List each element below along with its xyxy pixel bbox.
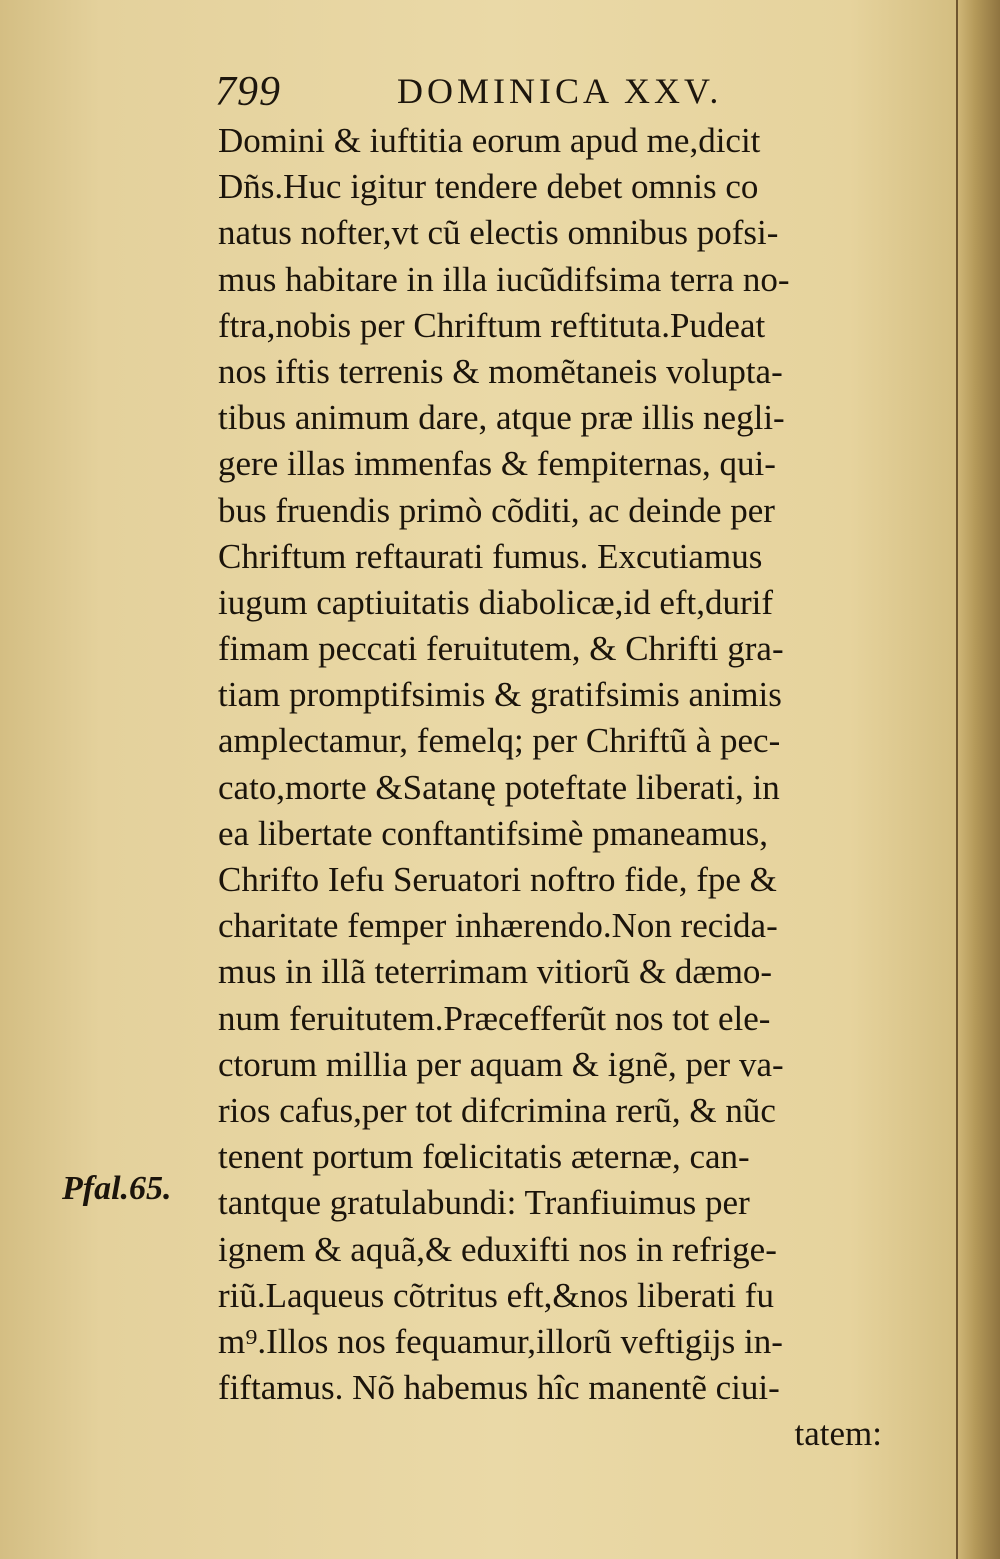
text-line: riũ.Laqueus cõtritus eft,&nos liberati fu [218, 1275, 774, 1315]
text-line: cato,morte &Satanę poteftate liberati, in [218, 767, 780, 807]
text-line: Dñs.Huc igitur tendere debet omnis co [218, 167, 759, 207]
text-line: Domini & iuftitia eorum apud me,dicit [218, 121, 761, 160]
catchword: tatem: [794, 1414, 882, 1454]
text-line: natus nofter,vt cũ electis omnibus pofsi- [218, 213, 779, 253]
text-line: bus fruendis primò cõditi, ac deinde per [218, 490, 775, 530]
text-line: tibus animum dare, atque præ illis negli- [218, 398, 785, 438]
text-line: amplectamur, femelq; per Chriftũ à pec- [218, 721, 781, 761]
text-line: tenent portum fœlicitatis æternæ, can- [218, 1137, 750, 1177]
text-line: tiam promptifsimis & gratifsimis animis [218, 675, 782, 715]
text-line: m⁹.Illos nos fequamur,illorũ veftigijs in- [218, 1321, 783, 1361]
text-line: mus habitare in illa iucũdifsima terra no- [218, 259, 790, 299]
page-edge [956, 0, 1000, 1559]
page-number: 799 [215, 69, 281, 115]
text-line: Chriftum reftaurati fumus. Excutiamus [218, 536, 763, 576]
page-header [215, 68, 775, 122]
text-line: mus in illã teterrimam vitiorũ & dæmo- [218, 952, 773, 992]
text-line: ignem & aquã,& eduxifti nos in refrige- [218, 1229, 777, 1269]
text-line: charitate femper inhærendo.Non recida- [218, 906, 778, 946]
text-line: fiftamus. Nõ habemus hîc manentẽ ciui- [218, 1368, 780, 1408]
text-line: nos iftis terrenis & momẽtaneis volupta- [218, 351, 783, 391]
text-line: ftra,nobis per Chriftum reftituta.Pudeat [218, 305, 766, 345]
text-line: tantque gratulabundi: Tranfiuimus per [218, 1183, 750, 1223]
marginal-citation: Pfal.65. [62, 1170, 172, 1207]
text-line: ctorum millia per aquam & ignẽ, per va- [218, 1044, 784, 1084]
text-line: num feruitutem.Præcefferũt nos tot ele- [218, 998, 771, 1038]
text-line: gere illas immenfas & fempiternas, qui- [218, 444, 776, 484]
text-line: rios cafus,per tot difcrimina rerũ, & nũc [218, 1090, 776, 1130]
text-line: ea libertate conftantifsimè pmaneamus, [218, 813, 769, 853]
text-line: fimam peccati feruitutem, & Chrifti gra- [218, 629, 784, 669]
show-through-ink [60, 140, 94, 178]
text-line: iugum captiuitatis diabolicæ,id eft,durif [218, 582, 774, 622]
body-text [218, 118, 888, 1457]
running-title: DOMINICA XXV. [397, 71, 723, 111]
text-line: Chrifto Iefu Seruatori noftro fide, fpe & [218, 860, 777, 899]
